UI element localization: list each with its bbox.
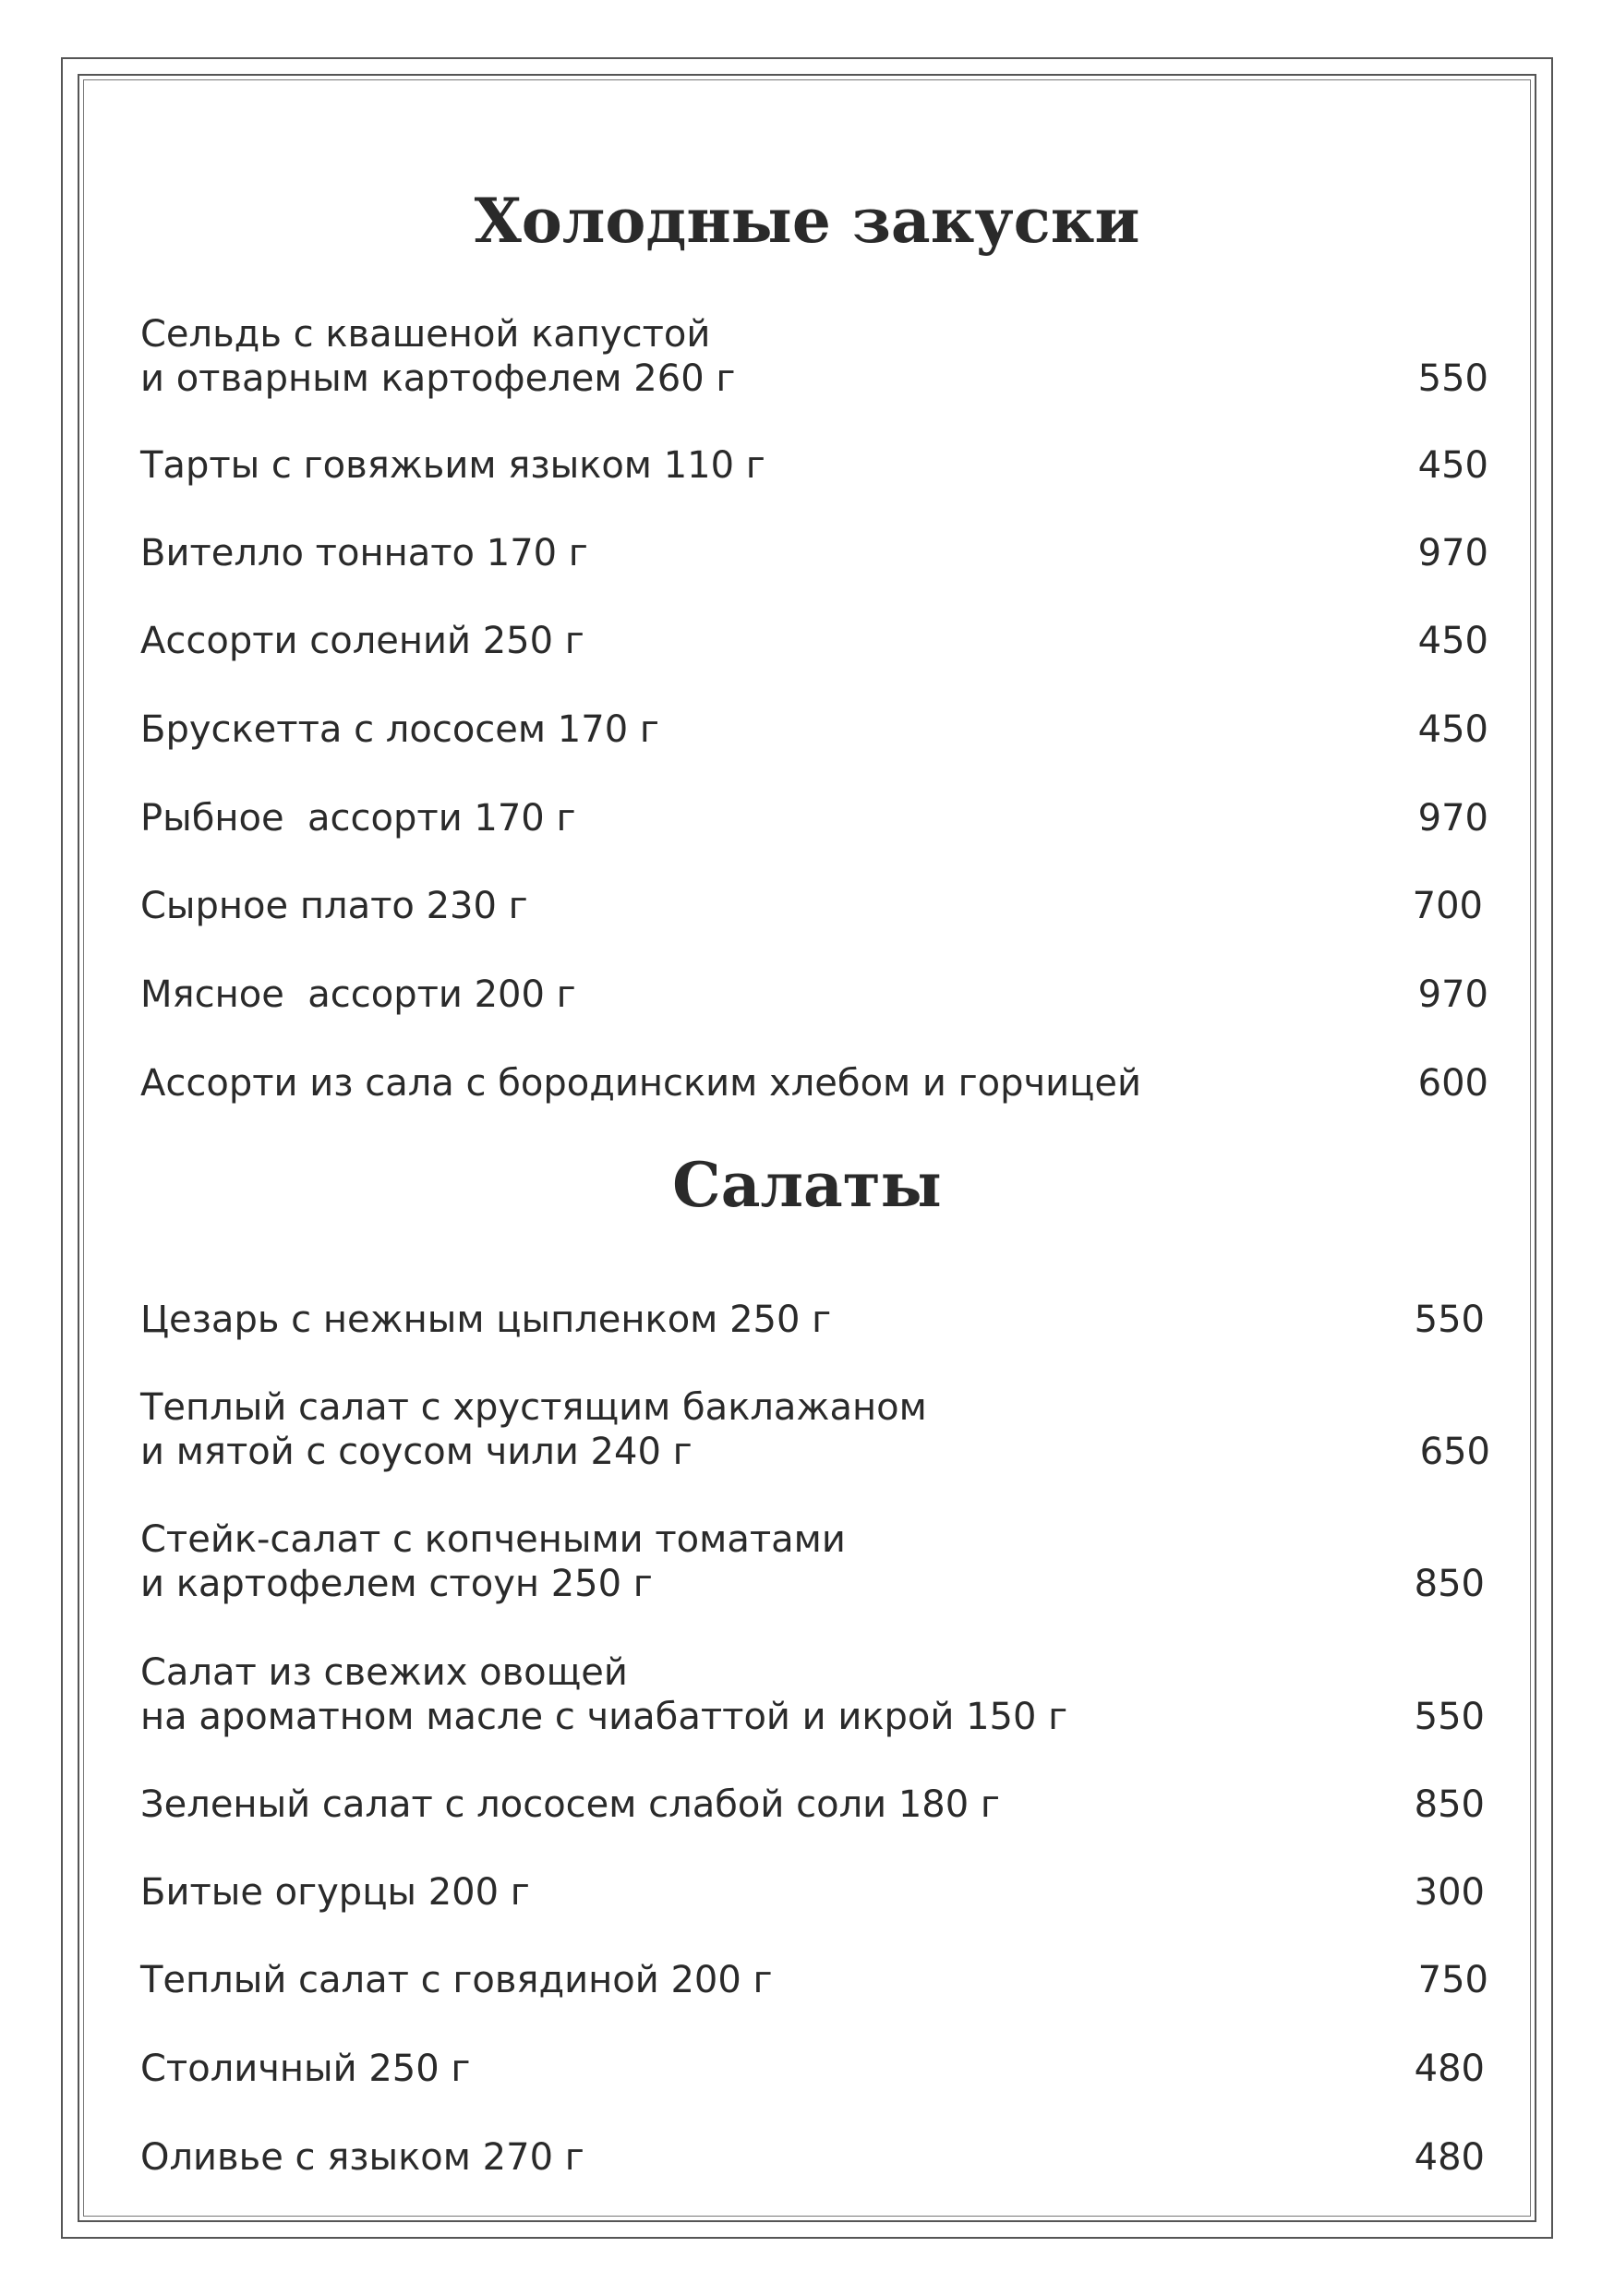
- menu-item-name: Стейк-салат с копчеными томатами: [140, 1518, 846, 1561]
- menu-item-name: Зеленый салат с лососем слабой соли 180 г: [140, 1783, 1000, 1826]
- menu-item-price: 480: [1414, 2136, 1485, 2179]
- menu-item: [140, 884, 1488, 928]
- menu-item-price: 300: [1414, 1871, 1485, 1914]
- menu-item-name: Теплый салат с хрустящим баклажаном: [140, 1386, 927, 1429]
- menu-item: [140, 1870, 1488, 1915]
- menu-item-price: 850: [1414, 1563, 1485, 1605]
- menu-item-price: 450: [1417, 444, 1488, 487]
- menu-item-name: и мятой с соусом чили 240 г: [140, 1431, 693, 1473]
- menu-item-price: 550: [1414, 1299, 1485, 1341]
- menu-item-name: на ароматном масле с чиабаттой и икрой 150 г: [140, 1696, 1068, 1738]
- menu-item-name: Сырное плато 230 г: [140, 885, 528, 927]
- menu-item: [140, 1385, 1488, 1474]
- menu-item-name: Теплый салат с говядиной 200 г: [140, 1959, 773, 2001]
- menu-item: [140, 1061, 1488, 1106]
- menu-item: [140, 531, 1488, 575]
- menu-item-price: 970: [1417, 797, 1488, 840]
- menu-item: [140, 1517, 1488, 1606]
- section-title-cold-appetizers: Холодные закуски: [474, 185, 1140, 257]
- menu-item: [140, 796, 1488, 840]
- menu-item-price: 970: [1417, 532, 1488, 574]
- menu-item-price: 450: [1417, 620, 1488, 662]
- menu-item: [140, 707, 1488, 752]
- menu-item-price: 650: [1419, 1431, 1490, 1473]
- menu-item-name: Брускетта с лососем 170 г: [140, 708, 659, 751]
- menu-item-price: 480: [1414, 2048, 1485, 2090]
- menu-item-price: 450: [1417, 708, 1488, 751]
- menu-item-price: 600: [1417, 1062, 1488, 1105]
- menu-item: [140, 973, 1488, 1017]
- menu-item-price: 550: [1414, 1696, 1485, 1738]
- menu-item-name: Цезарь с нежным цыпленком 250 г: [140, 1299, 832, 1341]
- menu-item-name: Битые огурцы 200 г: [140, 1871, 530, 1914]
- menu-item-name: Ассорти из сала с бородинским хлебом и горчицей: [140, 1062, 1141, 1105]
- menu-item: [140, 1782, 1488, 1827]
- menu-item: [140, 619, 1488, 663]
- menu-item-name: и картофелем стоун 250 г: [140, 1563, 653, 1605]
- menu-item-name: Вителло тоннато 170 г: [140, 532, 588, 574]
- menu-item-name: Мясное ассорти 200 г: [140, 973, 576, 1016]
- menu-item-name: Салат из свежих овощей: [140, 1651, 628, 1694]
- menu-item: [140, 2047, 1488, 2091]
- menu-item-name: и отварным картофелем 260 г: [140, 357, 736, 400]
- menu-item-name: Оливье с языком 270 г: [140, 2136, 584, 2179]
- menu-item: [140, 1650, 1488, 1739]
- menu-item-price: 850: [1414, 1783, 1485, 1826]
- menu-item-price: 970: [1417, 973, 1488, 1016]
- menu-item: [140, 2135, 1488, 2180]
- menu-item-name: Ассорти солений 250 г: [140, 620, 584, 662]
- menu-item-name: Рыбное ассорти 170 г: [140, 797, 576, 840]
- menu-item-name: Тарты с говяжьим языком 110 г: [140, 444, 765, 487]
- menu-item: [140, 312, 1488, 401]
- menu-item: [140, 443, 1488, 488]
- menu-item-price: 550: [1417, 357, 1488, 400]
- menu-item: [140, 1958, 1488, 2002]
- menu-item-price: 700: [1412, 885, 1483, 927]
- menu-item-name: Сельдь с квашеной капустой: [140, 313, 711, 356]
- section-title-salads: Салаты: [672, 1149, 942, 1221]
- menu-item-price: 750: [1417, 1959, 1488, 2001]
- menu-item-name: Столичный 250 г: [140, 2048, 471, 2090]
- menu-item: [140, 1298, 1488, 1342]
